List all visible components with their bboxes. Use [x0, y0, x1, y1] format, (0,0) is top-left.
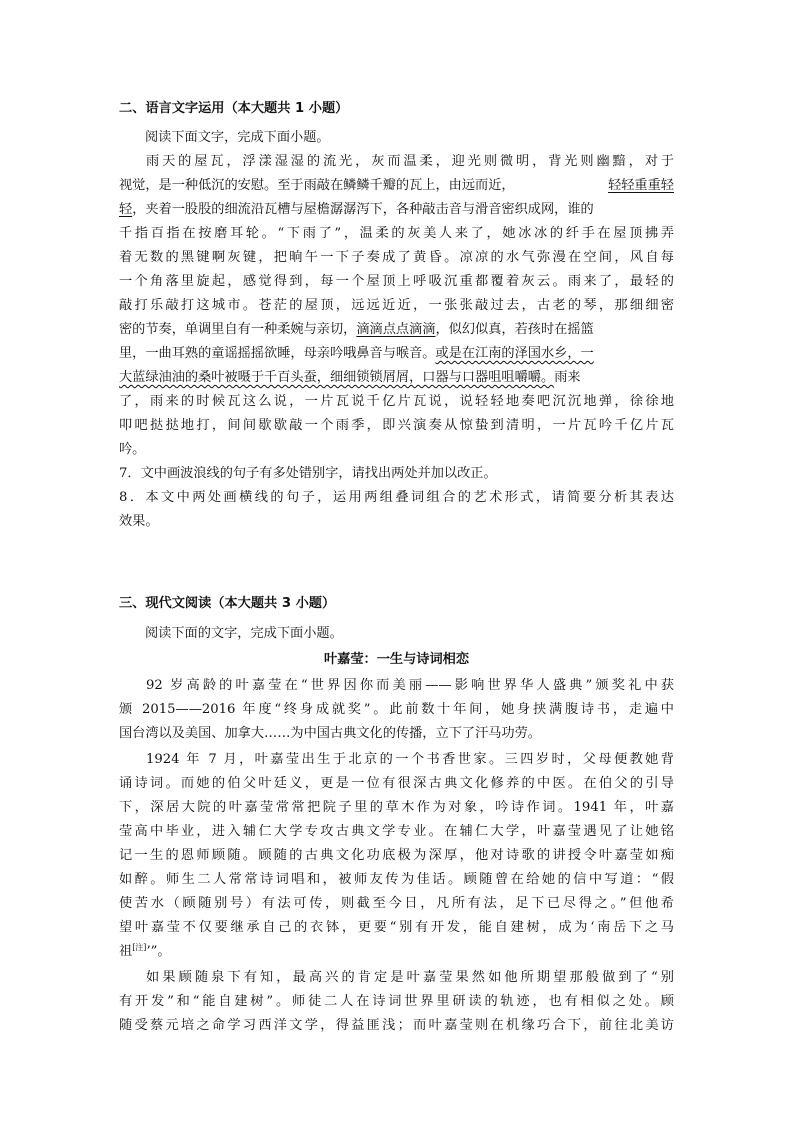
- passage-text: 视觉，是一种低沉的安慰。至于雨敲在鳞鳞千瓣的瓦上，由远而近，: [119, 178, 515, 193]
- passage-line: [119, 177, 674, 195]
- article-line: 望叶嘉莹不仅要继承自己的衣钵，更要“别有开发，能自建树，成为‘南岳下之马: [119, 920, 674, 935]
- passage-line: 雨天的屋瓦，浮漾湿湿的流光，灰而温柔，迎光则微明，背光则幽黯，对于: [146, 154, 674, 169]
- article-title: 叶嘉莹：一生与诗词相恋: [323, 652, 470, 667]
- article-line: 使苦水（顾随别号）有法可传，则截至今日，凡所有法，足下已尽得之。”但他希: [119, 896, 674, 911]
- question-7: 7．文中画波浪线的句子有多处错别字，请找出两处并加以改正。: [119, 466, 497, 481]
- section-heading: 二、语言文字运用（本大题共 1 小题）: [119, 101, 349, 116]
- passage-text: 密的节奏，单调里自有一种柔婉与亲切，: [119, 322, 357, 337]
- passage-line: [119, 369, 674, 387]
- passage-line: [119, 345, 674, 363]
- section-heading: 三、现代文阅读（本大题共 3 小题）: [119, 596, 336, 611]
- passage-line: [119, 321, 674, 339]
- passage-line: 着无数的黑键啊灰键，把晌午一下子奏成了黄昏。凉凉的水气弥漫在空间，风自每: [119, 250, 674, 265]
- article-text: 祖: [119, 944, 133, 959]
- instruction-text: 阅读下面文字，完成下面小题。: [145, 130, 330, 145]
- instruction-text: 阅读下面的文字，完成下面小题。: [145, 626, 343, 641]
- article-line: 莹高中毕业，进入辅仁大学专攻古典文学专业。在辅仁大学，叶嘉莹遇见了让她铭: [119, 824, 674, 839]
- passage-text: 雨来: [554, 370, 581, 385]
- article-line: 诵诗词。而她的伯父叶廷义，更是一位有很深古典文化修养的中医。在伯父的引导: [119, 776, 674, 791]
- article-text: ’”。: [146, 944, 171, 959]
- article-line: 随受蔡元培之命学习西洋文学，得益匪浅；而叶嘉莹则在机缘巧合下，前往北美访: [119, 1018, 674, 1033]
- passage-line: 吟。: [119, 442, 146, 457]
- wavy-underlined-sentence: 或是在江南的泽国水乡，一: [435, 346, 594, 361]
- passage-line: 了，雨来的时候瓦这么说，一片瓦说千亿片瓦说，说轻轻地奏吧沉沉地弹，徐徐地: [119, 394, 674, 409]
- passage-line: 一个角落里旋起，感觉得到，每一个屋顶上呼吸沉重都覆着灰云。雨来了，最轻的: [119, 274, 674, 289]
- article-line: 如果顾随泉下有知，最高兴的肯定是叶嘉莹果然如他所期望那般做到了“别: [146, 970, 674, 985]
- question-8-continued: 效果。: [119, 514, 159, 529]
- passage-text: ，似幻似真，若孩时在摇篮: [435, 322, 594, 337]
- question-8: 8．本文中两处画横线的句子，运用两组叠词组合的艺术形式，请简要分析其表达: [119, 490, 674, 505]
- underlined-phrase: 轻轻重重轻: [608, 178, 674, 193]
- article-line: 下，深居大院的叶嘉莹常常把院子里的草木作为对象，吟诗作词。1941 年，叶嘉: [119, 800, 674, 815]
- passage-line: [119, 201, 674, 219]
- article-line: 1924 年 7 月，叶嘉莹出生于北京的一个书香世家。三四岁时，父母便教她背: [146, 752, 674, 767]
- article-line: 记一生的恩师顾随。顾随的古典文化功底极为深厚，他对诗歌的讲授令叶嘉莹如痴: [119, 848, 674, 863]
- passage-text: ，夹着一股股的细流沿瓦槽与屋檐潺潺泻下，各种敲击音与滑音密织成网，谁的: [132, 202, 594, 217]
- underlined-phrase: 滴滴点点滴滴: [356, 322, 436, 337]
- article-line: 有开发”和“能自建树”。师徒二人在诗词世界里研读的轨迹，也有相似之处。顾: [119, 994, 674, 1009]
- article-line: 颁 2015——2016 年度“终身成就奖”。此前数十年间，她身挟满腹诗书，走遍中: [119, 702, 674, 717]
- passage-line: 千指百指在按磨耳轮。“下雨了”，温柔的灰美人来了，她冰冰的纤手在屋顶拂弄: [119, 226, 674, 241]
- article-line: 92 岁高龄的叶嘉莹在“世界因你而美丽——影响世界华人盛典”颁奖礼中获: [146, 678, 674, 693]
- article-line: 如醉。师生二人常常诗词唱和，被师友传为佳话。顾随曾在给她的信中写道：“假: [119, 872, 674, 887]
- article-line: 国台湾以及美国、加拿大……为中国古典文化的传播，立下了汗马功劳。: [119, 726, 541, 741]
- article-line: [119, 943, 171, 961]
- footnote-marker: [注]: [132, 943, 147, 952]
- passage-line: 叩吧挞挞地打，间间歇歇敲一个雨季，即兴演奏从惊蛰到清明，一片瓦吟千亿片瓦: [119, 418, 674, 433]
- passage-text: 里，一曲耳熟的童谣摇摇欲睡，母亲吟哦鼻音与喉音。: [119, 346, 436, 361]
- passage-line: 敲打乐敲打这城市。苍茫的屋顶，远远近近，一张张敲过去，古老的琴，那细细密: [119, 298, 674, 313]
- underlined-phrase: 轻: [119, 202, 133, 217]
- wavy-underlined-sentence: 大蓝绿油油的桑叶被嗫于千百头蚕，细细锁锁屑屑，口器与口器咀咀嚼嚼。: [119, 370, 555, 385]
